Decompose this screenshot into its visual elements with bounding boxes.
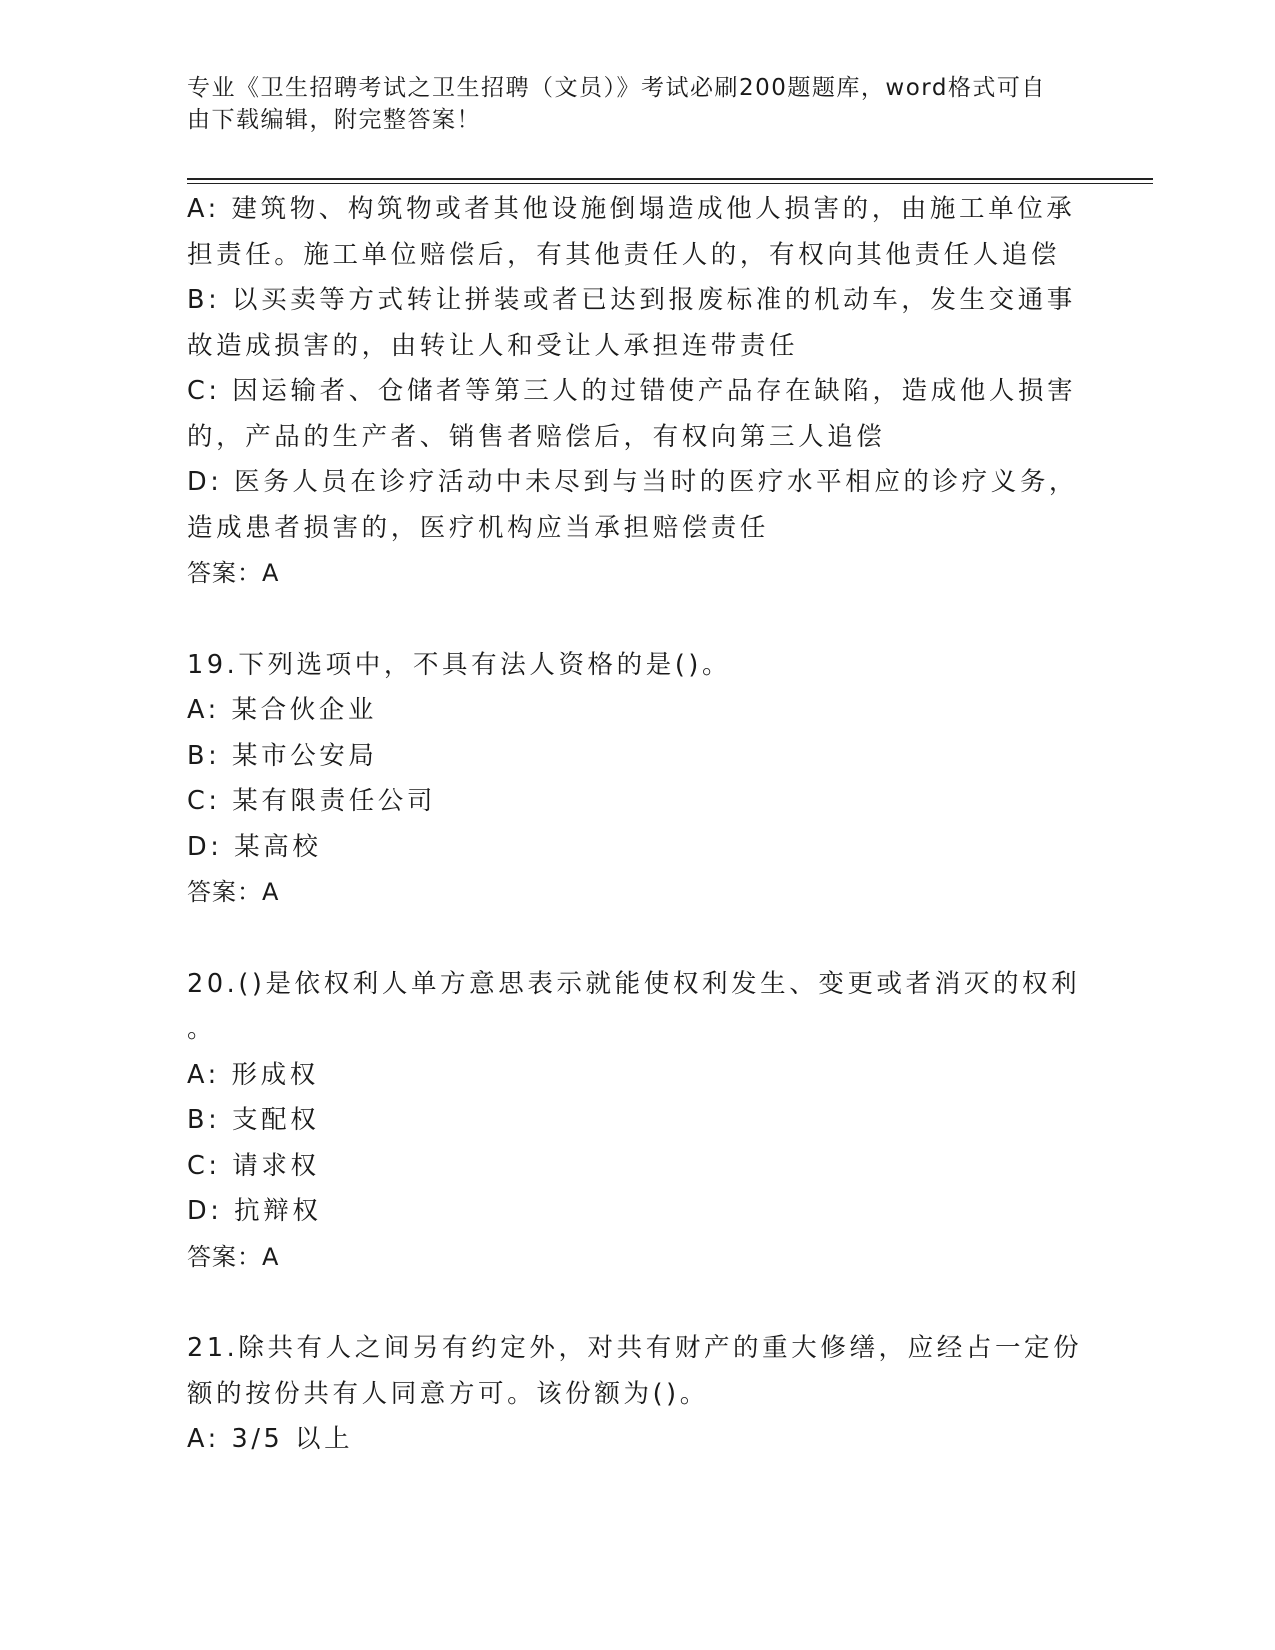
option-b: B: 某市公安局 — [187, 740, 378, 771]
option-c-line-1: C: 因运输者、仓储者等第三人的过错使产品存在缺陷，造成他人损害 — [187, 376, 1077, 406]
question-stem-line-1: 21.除共有人之间另有约定外，对共有财产的重大修缮，应经占一定份 — [187, 1333, 1083, 1363]
option-b-line-2: 故造成损害的，由转让人和受让人承担连带责任 — [187, 330, 799, 361]
question-18-options — [187, 187, 1077, 597]
header-divider-thick — [187, 178, 1153, 180]
question-21 — [187, 1326, 1083, 1463]
document-body — [187, 187, 1083, 1463]
option-d: D: 某高校 — [187, 831, 322, 862]
header-line-1: 专业《卫生招聘考试之卫生招聘（文员）》考试必刷200题题库，word格式可自 — [187, 75, 1046, 101]
option-a: A: 3/5 以上 — [187, 1424, 354, 1454]
option-d-line-2: 造成患者损害的，医疗机构应当承担赔偿责任 — [187, 512, 770, 543]
answer-label: 答案：A — [187, 878, 280, 906]
option-c: C: 请求权 — [187, 1150, 320, 1181]
question-20 — [187, 962, 1081, 1281]
option-c: C: 某有限责任公司 — [187, 786, 437, 816]
option-a-line-1: A: 建筑物、构筑物或者其他设施倒塌造成他人损害的，由施工单位承 — [187, 194, 1076, 224]
option-a: A: 形成权 — [187, 1059, 319, 1090]
option-d: D: 抗辩权 — [187, 1196, 322, 1226]
question-stem-line-1: 20.()是依权利人单方意思表示就能使权利发生、变更或者消灭的权利 — [187, 968, 1081, 999]
option-b: B: 支配权 — [187, 1105, 320, 1135]
question-19 — [187, 643, 1077, 916]
option-b-line-1: B: 以买卖等方式转让拼装或者已达到报废标准的机动车，发生交通事 — [187, 285, 1076, 315]
option-c-line-2: 的，产品的生产者、销售者赔偿后，有权向第三人追偿 — [187, 421, 886, 452]
option-a: A: 某合伙企业 — [187, 695, 377, 725]
option-a-line-2: 担责任。施工单位赔偿后，有其他责任人的，有权向其他责任人追偿 — [187, 239, 1061, 270]
header-line-2: 由下载编辑，附完整答案！ — [187, 107, 481, 133]
option-d-line-1: D: 医务人员在诊疗活动中未尽到与当时的医疗水平相应的诊疗义务， — [187, 467, 1079, 497]
spacer — [187, 597, 1077, 643]
spacer — [187, 1280, 1077, 1326]
answer-label: 答案：A — [187, 559, 280, 587]
question-stem: 19.下列选项中，不具有法人资格的是()。 — [187, 649, 732, 680]
question-stem-line-2: 。 — [187, 1014, 217, 1044]
spacer — [187, 916, 1077, 962]
question-stem-line-2: 额的按份共有人同意方可。该份额为()。 — [187, 1378, 709, 1409]
header-divider-thin — [187, 183, 1153, 184]
answer-label: 答案：A — [187, 1242, 280, 1271]
document-header — [187, 72, 1067, 136]
